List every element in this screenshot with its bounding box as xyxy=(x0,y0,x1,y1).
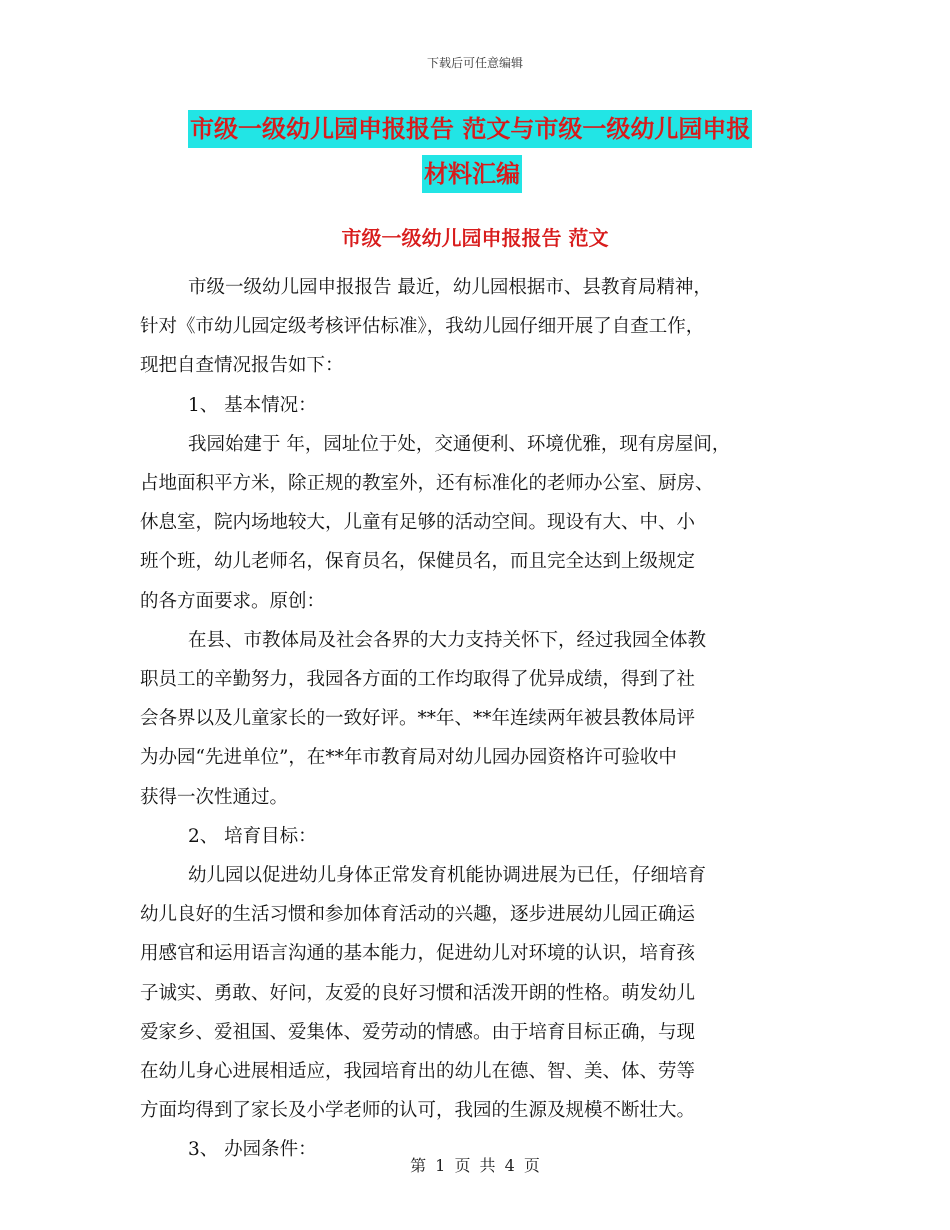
paragraph-line: 爱家乡、爱祖国、爱集体、爱劳动的情感。由于培育目标正确，与现 xyxy=(140,1021,696,1043)
paragraph-line: 用感官和运用语言沟通的基本能力，促进幼儿对环境的认识，培育孩 xyxy=(140,943,696,965)
page-header-note: 下载后可任意编辑 xyxy=(426,56,523,70)
paragraph-line: 现把自查情况报告如下： xyxy=(140,355,344,377)
paragraph-line: 3、 办园条件： xyxy=(188,1139,317,1161)
paragraph-line: 职员工的辛勤努力，我园各方面的工作均取得了优异成绩，得到了社 xyxy=(140,669,696,691)
paragraph-line: 在县、市教体局及社会各界的大力支持关怀下，经过我园全体教 xyxy=(188,629,707,651)
page-footer: 第 1 页 共 4 页 xyxy=(410,1156,540,1175)
paragraph-line: 班个班，幼儿老师名，保育员名，保健员名，而且完全达到上级规定 xyxy=(140,551,696,573)
paragraph-line: 的各方面要求。原创： xyxy=(140,590,326,612)
paragraph-line: 占地面积平方米，除正规的教室外，还有标准化的老师办公室、厨房、 xyxy=(140,473,714,495)
paragraph-line: 针对《市幼儿园定级考核评估标准》，我幼儿园仔细开展了自查工作， xyxy=(140,316,705,338)
paragraph-line: 幼儿园以促进幼儿身体正常发育机能协调进展为已任，仔细培育 xyxy=(188,865,707,887)
paragraph-line: 子诚实、勇敢、好问，友爱的良好习惯和活泼开朗的性格。萌发幼儿 xyxy=(140,982,696,1004)
paragraph-line: 获得一次性通过。 xyxy=(140,786,289,808)
paragraph-line: 1、 基本情况： xyxy=(188,394,317,416)
paragraph-line: 会各界以及儿童家长的一致好评。**年、**年连续两年被县教体局评 xyxy=(140,708,696,730)
paragraph-line: 方面均得到了家长及小学老师的认可，我园的生源及规模不断壮大。 xyxy=(140,1100,696,1122)
paragraph-line: 我园始建于 年，园址位于处，交通便利、环境优雅，现有房屋间， xyxy=(188,433,731,455)
paragraph-line: 为办园“先进单位”，在**年市教育局对幼儿园办园资格许可验收中 xyxy=(140,747,677,769)
paragraph-line: 2、 培育目标： xyxy=(188,825,317,847)
paragraph-line: 幼儿良好的生活习惯和参加体育活动的兴趣，逐步进展幼儿园正确运 xyxy=(140,904,696,926)
body-text xyxy=(140,268,820,1170)
document-title-line-2: 材料汇编 xyxy=(422,155,522,193)
paragraph-line: 休息室，院内场地较大，儿童有足够的活动空间。现设有大、中、小 xyxy=(140,512,696,534)
section-title: 市级一级幼儿园申报报告 范文 xyxy=(341,226,609,250)
paragraph-line: 市级一级幼儿园申报报告 最近，幼儿园根据市、县教育局精神， xyxy=(188,277,712,298)
document-title-line-1: 市级一级幼儿园申报报告 范文与市级一级幼儿园申报 xyxy=(188,110,752,148)
paragraph-line: 在幼儿身心进展相适应，我园培育出的幼儿在德、智、美、体、劳等 xyxy=(140,1061,696,1083)
